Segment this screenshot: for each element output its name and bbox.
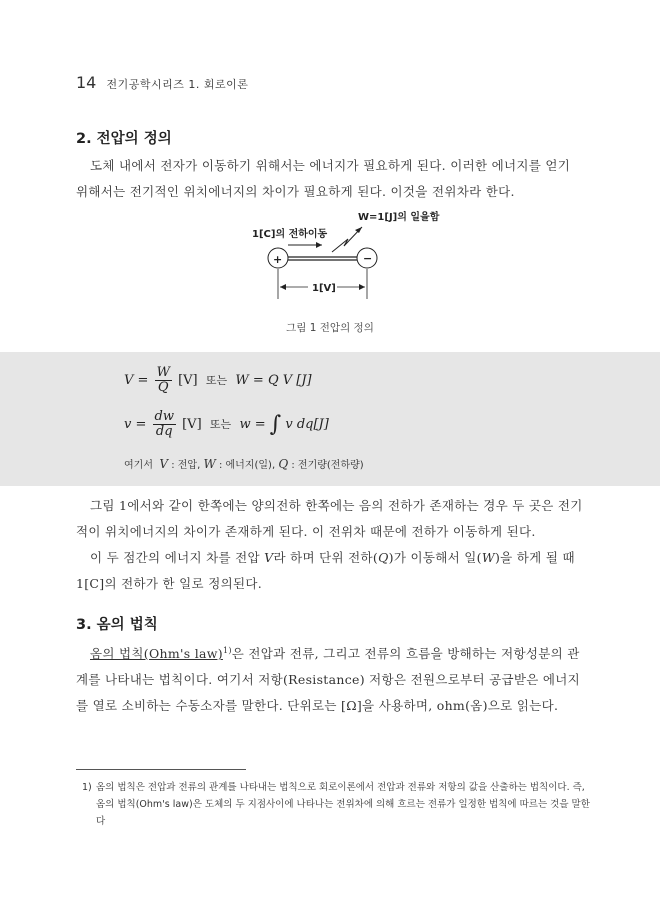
- formula1-rhs: W = Q V [J]: [235, 373, 312, 388]
- section-heading-voltage: 2. 전압의 정의: [76, 131, 172, 147]
- paragraph-voltage-intro: [76, 153, 584, 205]
- formula-differential: [124, 410, 329, 439]
- footnote-ref[interactable]: 1): [222, 646, 232, 655]
- paragraph-voltage-definition: [76, 545, 584, 597]
- defs-q-text: : 전기량(전하량): [291, 460, 364, 471]
- ohms-law-term: 옴의 법칙(Ohm's law): [90, 646, 223, 662]
- running-header: [76, 73, 248, 92]
- formula2-or: 또는: [209, 418, 232, 431]
- para3-q-symbol: Q: [378, 550, 389, 565]
- ohms-law-body: 은 전압과 전류, 그리고 전류의 흐름을 방해하는 저항성분의 관계를 나타내는 법칙이다. 여기서 저항(Resistance) 저항은 전원으로부터 공급받은 에너지를 열로 소비하는 수동소자를 말한다. 단위로는 [Ω]을 사용하며, ohm(옴)으로 읽는다.: [76, 646, 581, 714]
- page-number: 14: [76, 73, 97, 92]
- formula2-numerator: dw: [154, 409, 174, 424]
- integral-sign: ∫: [269, 412, 282, 437]
- formula2-rhs-post: v dq[J]: [285, 417, 329, 432]
- para3-w-symbol: W: [481, 550, 495, 565]
- dim-arrow-right: [359, 284, 365, 290]
- formula1-fraction: [155, 366, 172, 395]
- footnote: [82, 779, 596, 830]
- formula1-or: 또는: [205, 374, 228, 387]
- defs-v-text: : 전압,: [171, 460, 201, 471]
- formula2-denominator: dq: [155, 424, 173, 439]
- formula1-unit: [V]: [178, 373, 198, 388]
- para3-part-d: )을 하게 될 때 1[C]의 전하가 한 일로 정의된다.: [76, 550, 575, 591]
- paragraph-text: 그림 1에서와 같이 한쪽에는 양의전하 한쪽에는 음의 전하가 존재하는 경우 두 곳은 전기적이 위치에너지의 차이가 존재하게 된다. 이 전위차 때문에 전하가 이동하게 된다.: [76, 498, 583, 539]
- formula1-lhs: V =: [124, 373, 149, 388]
- dim-arrow-left: [280, 284, 286, 290]
- voltage-diagram: [240, 205, 500, 320]
- formula2-lhs: v =: [124, 417, 147, 432]
- minus-sign: −: [363, 252, 373, 265]
- defs-w-text: : 에너지(일),: [218, 460, 276, 471]
- para3-part-b: 라 하며 단위 전하(: [273, 550, 379, 565]
- defs-w-symbol: W: [203, 457, 216, 471]
- paragraph-potential-difference: [76, 493, 584, 545]
- formula2-unit: [V]: [182, 417, 202, 432]
- formula1-numerator: W: [156, 365, 170, 380]
- formula1-denominator: Q: [157, 380, 169, 395]
- defs-v-symbol: V: [159, 457, 169, 471]
- dimension-label: 1[V]: [312, 283, 336, 294]
- paragraph-text: 도체 내에서 전자가 이동하기 위해서는 에너지가 필요하게 된다. 이러한 에너지를 얻기 위해서는 전기적인 위치에너지의 차이가 필요하게 된다. 이것을 전위차라 한다.: [76, 158, 571, 199]
- para3-v-symbol: V: [264, 550, 274, 565]
- label-charge-move: 1[C]의 전하이동: [252, 229, 328, 240]
- figure-voltage-definition: [240, 205, 500, 320]
- figure-caption: 그림 1 전압의 정의: [286, 322, 374, 334]
- paragraph-text: [76, 638, 584, 719]
- running-title: 전기공학시리즈 1. 회로이론: [106, 78, 249, 91]
- energy-arrowhead: [355, 227, 362, 233]
- formula2-rhs-pre: w =: [239, 417, 266, 432]
- defs-prefix: 여기서: [124, 460, 153, 471]
- formula-voltage: [124, 366, 312, 395]
- footnote-divider: [76, 769, 246, 770]
- section-heading-ohms-law: 3. 옴의 법칙: [76, 617, 158, 633]
- symbol-definitions: [124, 456, 364, 471]
- paragraph-ohms-law: [76, 638, 584, 719]
- footnote-text: 옴의 법칙은 전압과 전류의 관계를 나타내는 법칙으로 회로이론에서 전압과 전류와 저항의 값을 산출하는 법칙이다. 즉, 옴의 법칙(Ohm's law)은 도체의 두 지점사이에 나타나는 전위차에 의해 흐르는 전류가 일정한 법칙에 따르는 것을 말한다: [96, 782, 590, 827]
- formula2-fraction: [153, 410, 176, 439]
- flow-arrowhead: [316, 242, 322, 248]
- defs-q-symbol: Q: [278, 457, 289, 471]
- formula-box: [0, 352, 660, 486]
- para3-part-c: )가 이동해서 일(: [388, 550, 482, 565]
- label-work: W=1[J]의 일을함: [358, 212, 440, 223]
- footnote-number: 1): [82, 782, 92, 793]
- paragraph-text: [76, 545, 584, 597]
- plus-sign: +: [273, 253, 283, 266]
- para3-part-a: 이 두 점간의 에너지 차를 전압: [90, 550, 260, 565]
